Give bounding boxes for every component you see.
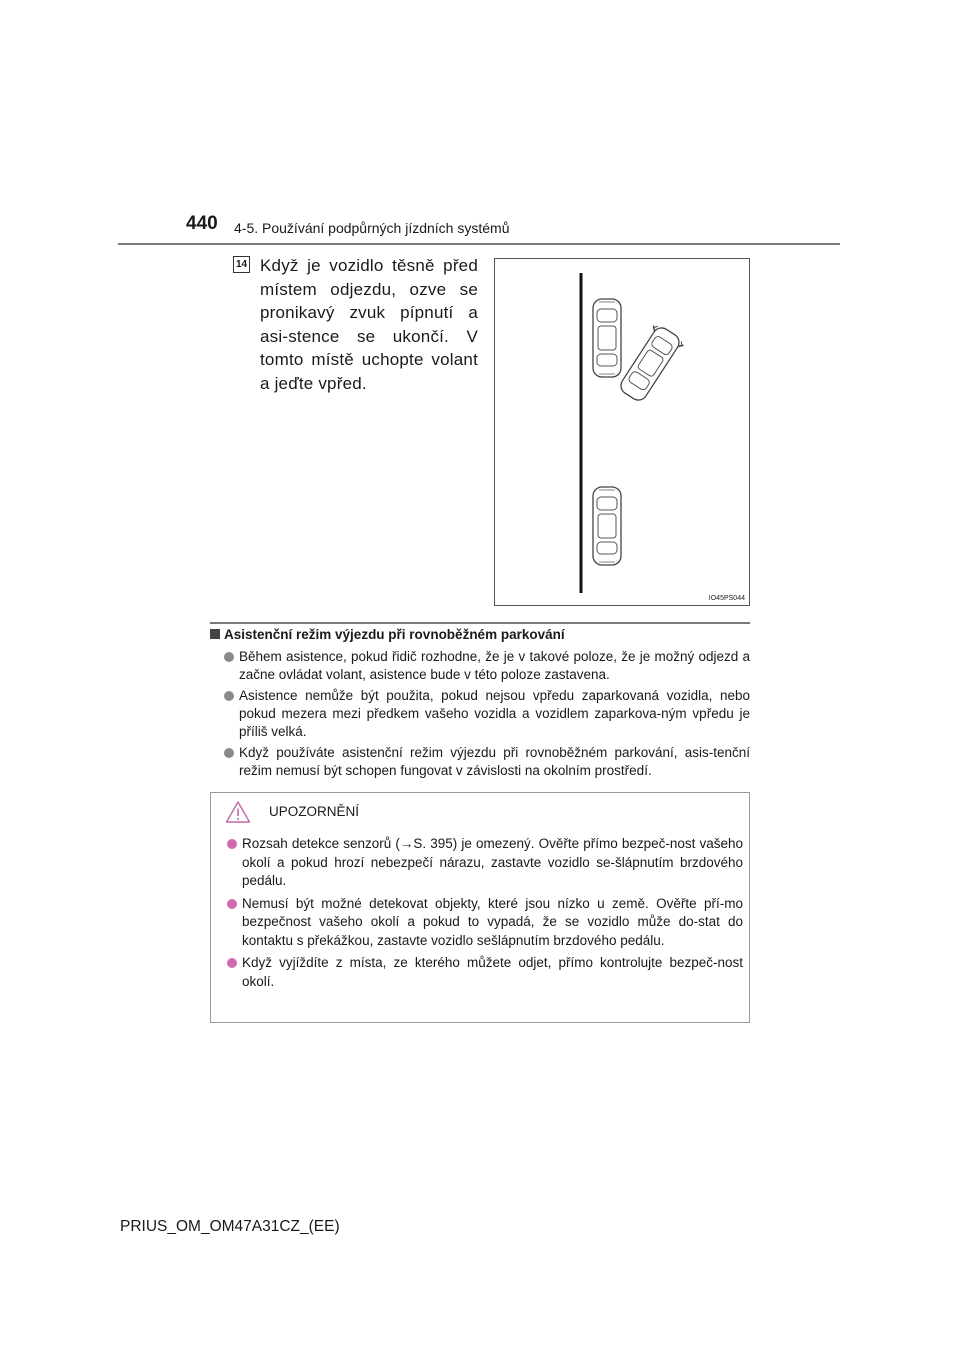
square-bullet-icon: [210, 629, 220, 639]
own-car-exiting: [614, 322, 686, 405]
bullet-icon: [227, 839, 237, 849]
caution-item-text: Když vyjíždíte z místa, ze kterého můžete odjet, přímo kontrolujte bezpeč-nost okolí.: [242, 955, 743, 989]
sub-heading: [210, 627, 750, 642]
section-rule: [210, 622, 750, 624]
bullet-icon: [224, 691, 234, 701]
step-text: Když je vozidlo těsně před místem odjezdu, ozve se pronikavý zvuk pípnutí a asi-stence se ukončí. V tomto místě uchopte volant a jeďte vpřed.: [260, 256, 478, 393]
parked-car-front: [593, 299, 621, 377]
parking-exit-illustration: [494, 258, 750, 606]
info-bullet-list: [224, 648, 750, 783]
bullet-icon: [224, 748, 234, 758]
parked-car-rear: [593, 487, 621, 565]
caution-item: [227, 835, 743, 891]
caution-item-text: Nemusí být možné detekovat objekty, které jsou nízko u země. Ověřte pří-mo bezpečnost vašeho okolí a pokud to vypadá, že se vozidlo může do-stat do kontaktu s překážkou, zastavte vozidlo sešlápnutím brzdového pedálu.: [242, 895, 743, 948]
caution-title: UPOZORNĚNÍ: [269, 804, 360, 819]
bullet-icon: [227, 899, 237, 909]
list-item-text: Asistence nemůže být použita, pokud nejsou vpředu zaparkovaná vozidla, nebo pokud mezera mezi předkem vašeho vozidla a vozidlem zaparkova-ným vpředu je příliš velká.: [239, 688, 750, 739]
caution-item: [227, 895, 743, 951]
parking-diagram-svg: [495, 259, 749, 605]
figure-code: IO45PS044: [708, 595, 745, 602]
page-number: 440: [186, 213, 218, 234]
list-item-text: Když používáte asistenční režim výjezdu při rovnoběžném parkování, asis-tenční režim nemusí být schopen fungovat v závislosti na okolním prostředí.: [239, 745, 750, 778]
document-code-footer: PRIUS_OM_OM47A31CZ_(EE): [120, 1218, 340, 1235]
section-title: 4-5. Používání podpůrných jízdních systémů: [234, 220, 510, 236]
list-item: [224, 744, 750, 780]
caution-list: [227, 835, 743, 995]
list-item: [224, 687, 750, 741]
list-item: [224, 648, 750, 684]
bullet-icon: [227, 958, 237, 968]
step-number-badge: 14: [233, 256, 250, 273]
sub-heading-text: Asistenční režim výjezdu při rovnoběžném parkování: [224, 627, 565, 642]
header-rule: [118, 243, 840, 245]
caution-box: [210, 792, 750, 1023]
caution-item: [227, 954, 743, 991]
list-item-text: Během asistence, pokud řidič rozhodne, že je v takové poloze, že je možný odjezd a začne ovládat volant, asistence bude v této poloze zastavena.: [239, 649, 750, 682]
bullet-icon: [224, 652, 234, 662]
warning-triangle-icon: [225, 800, 251, 824]
caution-item-text: Rozsah detekce senzorů (→S. 395) je omezený. Ověřte přímo bezpeč-nost vašeho okolí a pokud hrozí nebezpečí nárazu, zastavte vozidlo se-šlápnutím brzdového pedálu.: [242, 836, 743, 888]
